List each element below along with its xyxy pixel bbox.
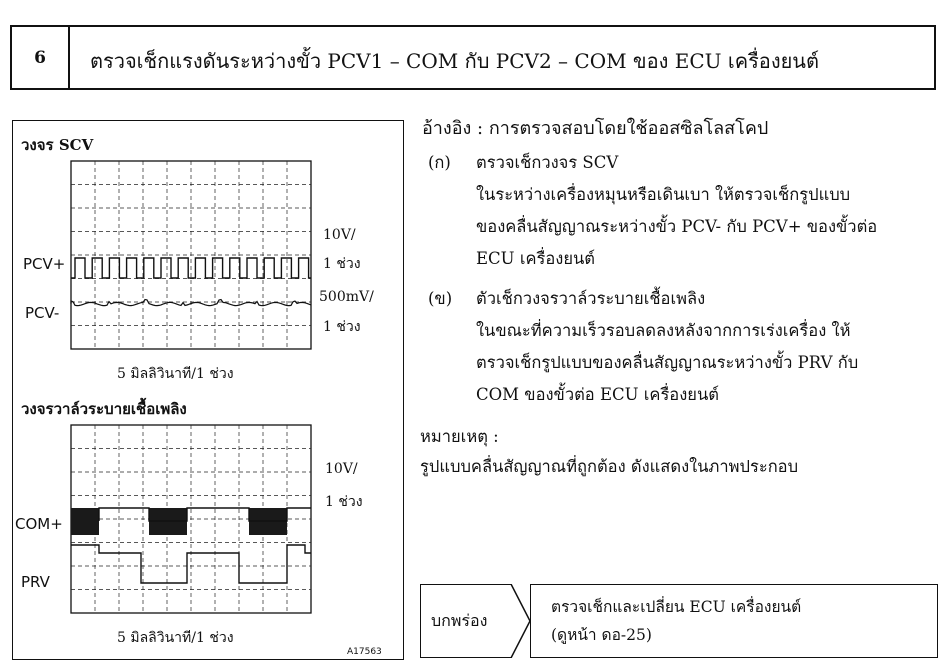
scv-circuit-title: วงจร SCV bbox=[21, 136, 94, 154]
figure-code: A17563 bbox=[347, 647, 382, 657]
action-line-2: (ดูหน้า ดอ-25) bbox=[551, 626, 652, 644]
item-a-marker: (ก) bbox=[428, 153, 451, 172]
oscilloscope-figure bbox=[12, 120, 404, 660]
scv-upper-scale-unit: 1 ช่วง bbox=[323, 256, 361, 272]
scv-lower-scale-unit: 1 ช่วง bbox=[323, 319, 361, 335]
item-a-line-3: ของคลื่นสัญญาณระหว่างขั้ว PCV- กับ PCV+ ของขั้วต่อ bbox=[476, 217, 878, 236]
signal-label-pcv-minus: PCV- bbox=[25, 304, 60, 322]
ng-label: บกพร่อง bbox=[431, 610, 488, 630]
prv-trace bbox=[71, 545, 311, 583]
signal-label-pcv-plus: PCV+ bbox=[23, 255, 66, 273]
scv-lower-scale-value: 500mV/ bbox=[319, 289, 374, 305]
item-a-line-1: ตรวจเช็กวงจร SCV bbox=[476, 153, 619, 172]
step-title: ตรวจเช็กแรงดันระหว่างขั้ว PCV1 – COM กับ PCV2 – COM ของ ECU เครื่องยนต์ bbox=[90, 49, 819, 73]
item-a-line-4: ECU เครื่องยนต์ bbox=[476, 249, 595, 268]
fuel-relief-circuit-title: วงจรวาล์วระบายเชื้อเพลิง bbox=[21, 400, 187, 418]
action-box bbox=[530, 584, 938, 658]
signal-label-com-plus: COM+ bbox=[15, 515, 63, 533]
prv-scale-unit: 1 ช่วง bbox=[325, 494, 363, 510]
note-text: รูปแบบคลื่นสัญญาณที่ถูกต้อง ดังแสดงในภาพประกอบ bbox=[420, 457, 799, 476]
item-b-marker: (ข) bbox=[428, 289, 453, 308]
item-b-line-2: ในขณะที่ความเร็วรอบลดลงหลังจากการเร่งเครื่อง ให้ bbox=[476, 321, 851, 340]
scv-scope-grid bbox=[71, 161, 311, 349]
item-b-line-3: ตรวจเช็กรูปแบบของคลื่นสัญญาณระหว่างขั้ว PRV กับ bbox=[476, 353, 859, 372]
scv-timebase: 5 มิลลิวินาที/1 ช่วง bbox=[117, 366, 234, 382]
reference-line: อ้างอิง : การตรวจสอบโดยใช้ออสซิลโลสโคป bbox=[422, 118, 769, 139]
action-line-1: ตรวจเช็กและเปลี่ยน ECU เครื่องยนต์ bbox=[551, 598, 802, 616]
prv-timebase: 5 มิลลิวินาที/1 ช่วง bbox=[117, 630, 234, 646]
ng-result-box bbox=[420, 584, 512, 658]
item-b-line-1: ตัวเช็กวงจรวาล์วระบายเชื้อเพลิง bbox=[476, 289, 706, 308]
flow-arrow-icon bbox=[510, 584, 532, 658]
signal-label-prv: PRV bbox=[21, 573, 50, 591]
step-header bbox=[10, 25, 936, 90]
com-plus-burst bbox=[71, 508, 99, 535]
item-b-line-4: COM ของขั้วต่อ ECU เครื่องยนต์ bbox=[476, 385, 719, 404]
scv-upper-scale-value: 10V/ bbox=[323, 227, 356, 243]
check-item-a bbox=[428, 147, 877, 275]
item-a-line-2: ในระหว่างเครื่องหมุนหรือเดินเบา ให้ตรวจเช็กรูปแบบ bbox=[476, 185, 851, 204]
step-number: 6 bbox=[12, 27, 70, 88]
prv-scale-value: 10V/ bbox=[325, 461, 358, 477]
prv-scope-grid bbox=[71, 425, 311, 613]
check-item-b bbox=[428, 283, 858, 411]
note-label: หมายเหตุ : bbox=[420, 427, 499, 446]
